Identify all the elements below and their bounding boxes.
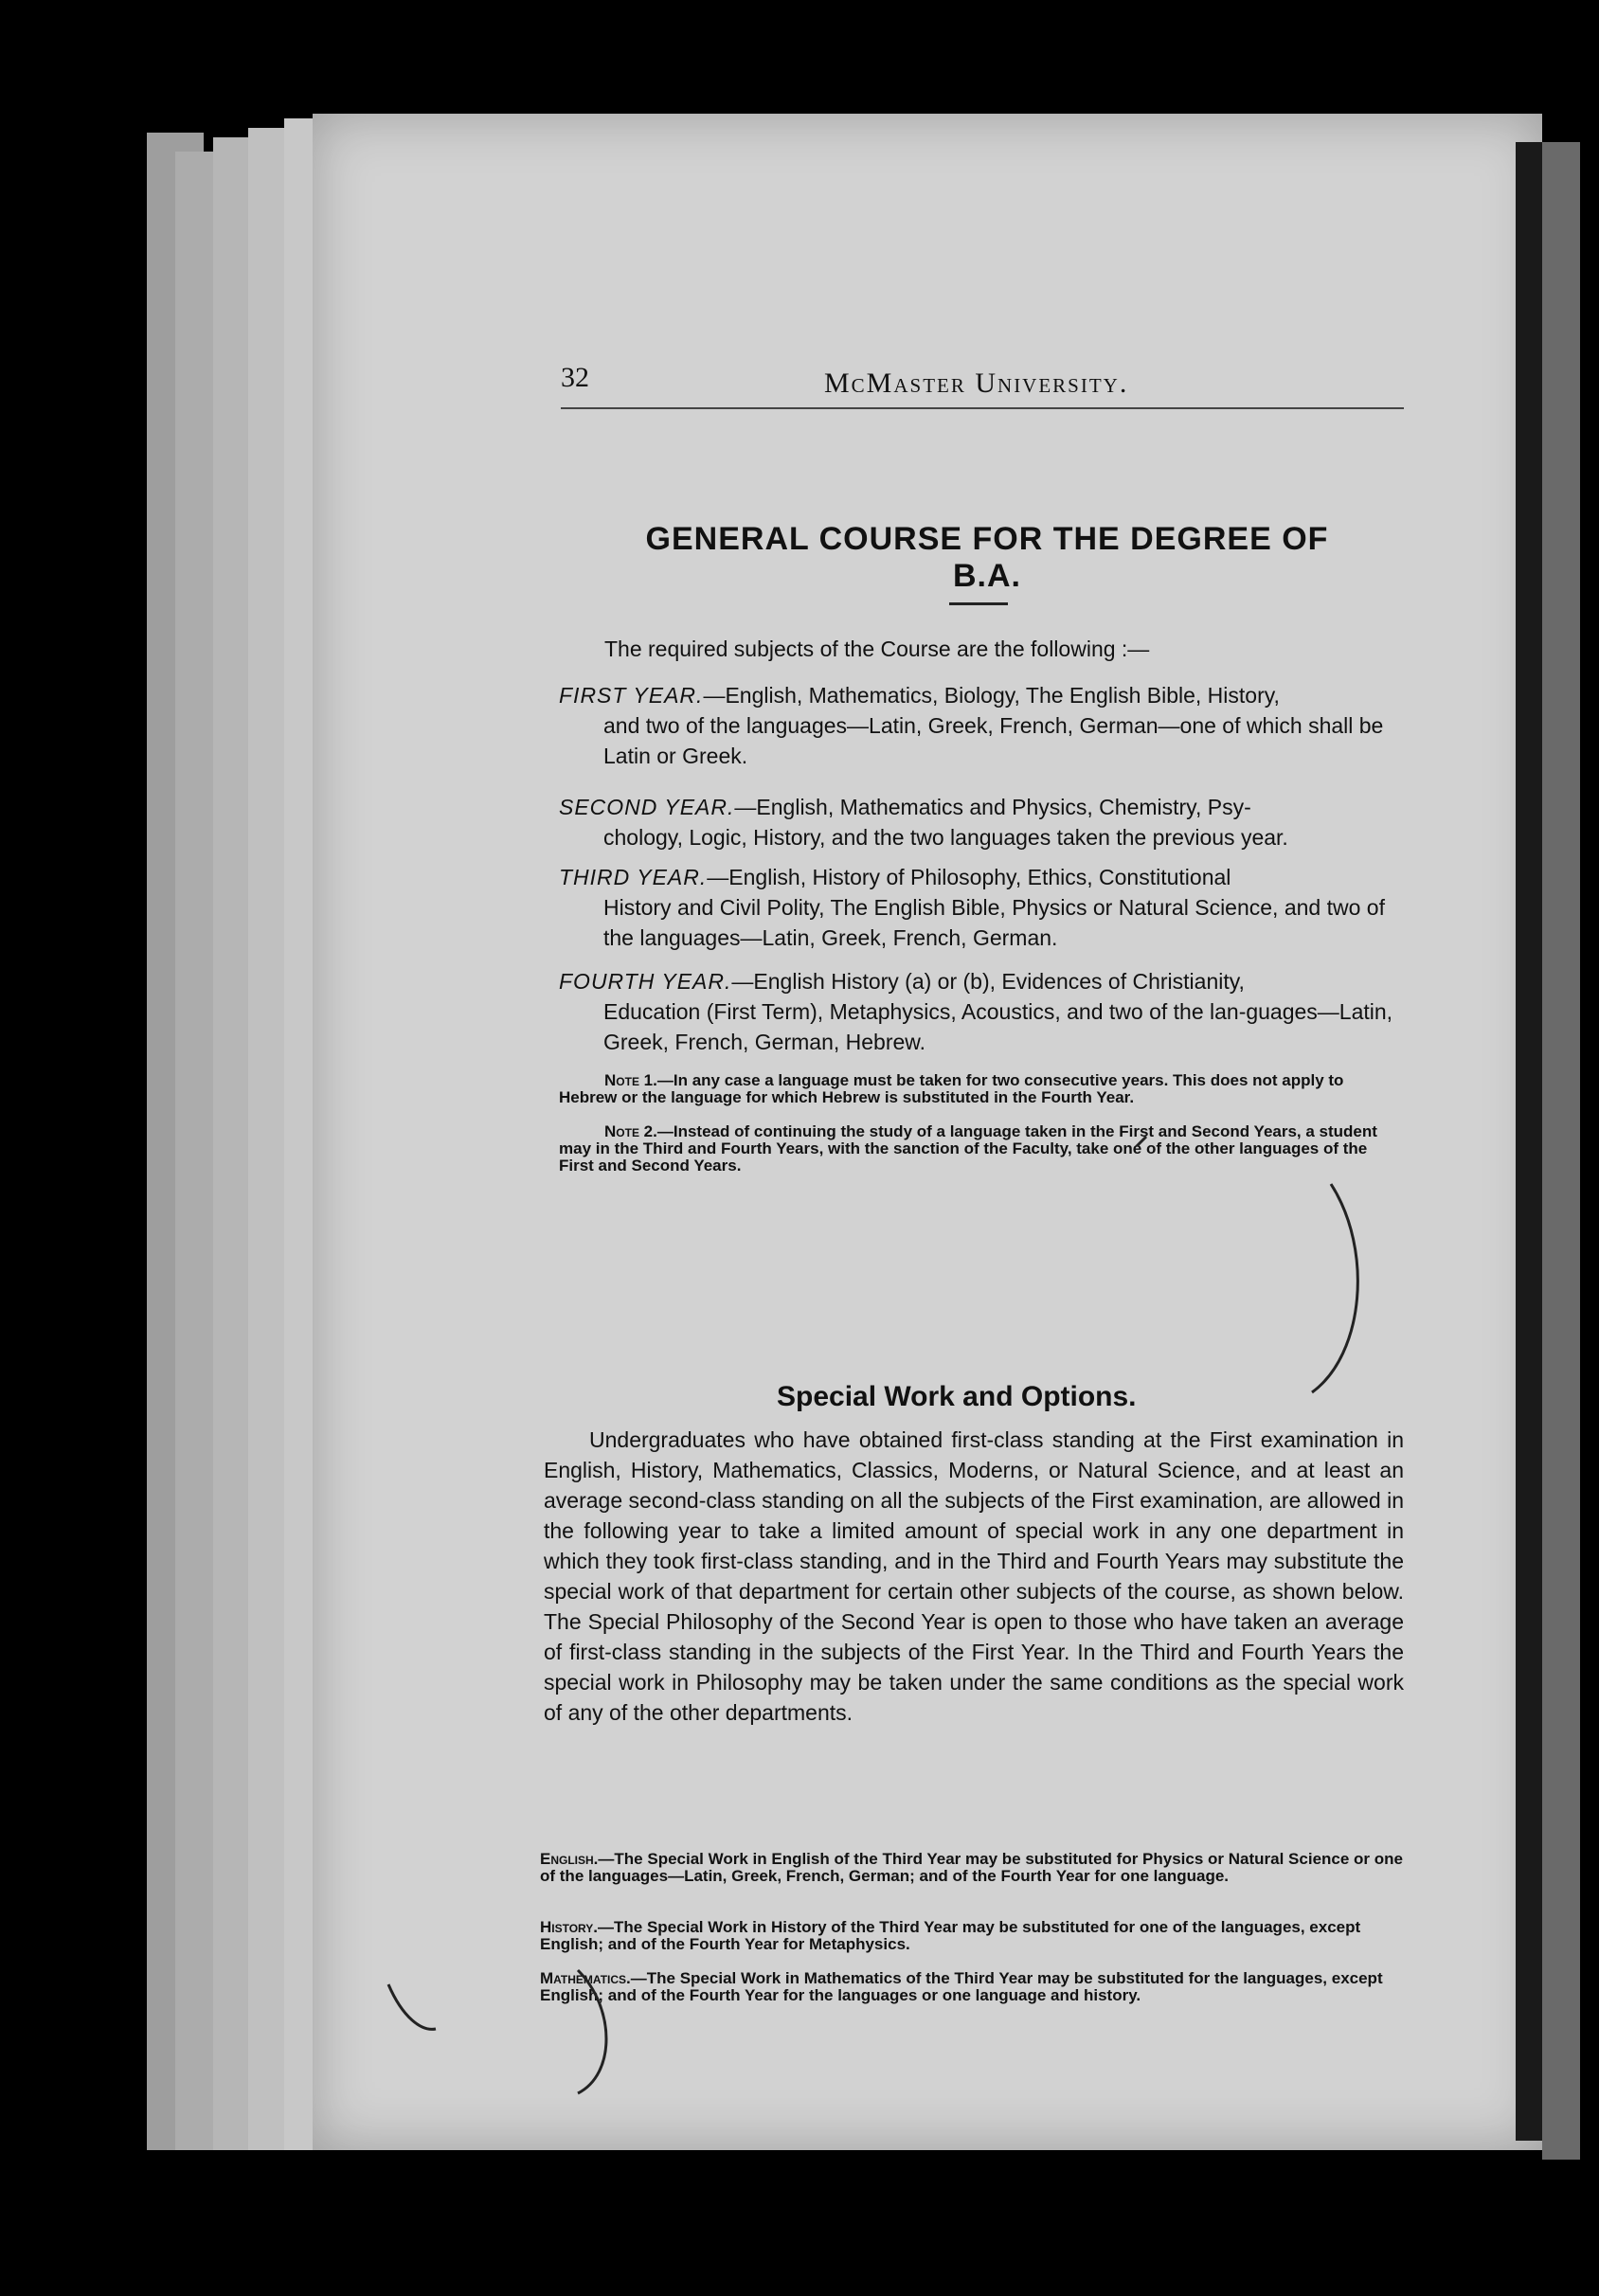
year-first-line: —English, Mathematics, Biology, The English Bible, History, — [703, 683, 1280, 708]
year-continuation: Education (First Term), Metaphysics, Acoustics, and two of the lan-guages—Latin, Greek, French, German, Hebrew. — [603, 999, 1393, 1054]
book-page — [313, 114, 1542, 2150]
page-content — [313, 114, 1542, 2150]
gutter-shadow — [1516, 142, 1542, 2141]
option-label: Mathematics. — [540, 1969, 631, 1987]
page-title: GENERAL COURSE FOR THE DEGREE OF B.A. — [645, 521, 1329, 594]
running-head: McMaster University. — [824, 368, 1129, 399]
option-label: History. — [540, 1918, 599, 1936]
year-first-line: —English, Mathematics and Physics, Chemistry, Psy- — [734, 795, 1251, 819]
option-label: English. — [540, 1850, 599, 1868]
note-label: Note 1. — [604, 1071, 657, 1089]
pencil-bracket-mark — [1312, 1184, 1357, 1392]
year-continuation: and two of the languages—Latin, Greek, French, German—one of which shall be Latin or Greek. — [603, 713, 1384, 768]
year-continuation: History and Civil Polity, The English Bible, Physics or Natural Science, and two of the languages—Latin, Greek, French, German. — [603, 895, 1385, 950]
option-text: —The Special Work in English of the Third Year may be substituted for Physics or Natural Science or one of the languages—Latin, Greek, French, German; and of the Fourth Year for one language. — [540, 1850, 1403, 1885]
section-title: Special Work and Options. — [777, 1381, 1137, 1412]
year-label: FIRST YEAR. — [559, 683, 704, 708]
note-text: —Instead of continuing the study of a language taken in the First and Second Years, a student may in the Third and Fourth Years, with the sanction of the Faculty, take one of the other languages of the First and Second Years. — [559, 1122, 1377, 1175]
option-text: —The Special Work in History of the Third Year may be substituted for one of the languages, except English; and of the Fourth Year for Metaphysics. — [540, 1918, 1361, 1953]
note-text: —In any case a language must be taken for two consecutive years. This does not apply to Hebrew or the language for which Hebrew is substituted in the Fourth Year. — [559, 1071, 1344, 1106]
facing-page-edge — [1542, 142, 1580, 2160]
year-continuation: chology, Logic, History, and the two languages taken the previous year. — [603, 825, 1288, 850]
pencil-marks — [313, 114, 1542, 2150]
pencil-curve-mark — [388, 1984, 436, 2029]
special-work-paragraph: Undergraduates who have obtained first-class standing at the First examination in English, History, Mathematics, Classics, Moderns, or Natural Science, and at least an average second-class standing on all the subjects of the First examination, are allowed in the following year to take a limited amount of special work in any one department in which they took first-class standing, and in the Third and Fourth Years may substitute the special work of that department for certain other subjects of the course, as shown below. The Special Philosophy of the Second Year is open to those who have taken an average of first-class standing in the subjects of the First Year. In the Third and Fourth Years the special work in Philosophy may be taken under the same conditions as the special work of any of the other departments. — [544, 1427, 1404, 1725]
note-label: Note 2. — [604, 1122, 657, 1140]
year-label: SECOND YEAR. — [559, 795, 735, 819]
year-label: FOURTH YEAR. — [559, 969, 732, 994]
year-first-line: —English, History of Philosophy, Ethics, Constitutional — [707, 865, 1231, 889]
year-first-line: —English History (a) or (b), Evidences of Christianity, — [731, 969, 1245, 994]
pencil-bracket-mark — [578, 1970, 606, 2093]
year-label: THIRD YEAR. — [559, 865, 708, 889]
page-number: 32 — [561, 362, 589, 393]
intro-text: The required subjects of the Course are the following :— — [604, 637, 1150, 661]
option-text: —The Special Work in Mathematics of the Third Year may be substituted for the languages, except English; and of the Fourth Year for the languages or one language and history. — [540, 1969, 1383, 2004]
pencil-tick-mark — [1137, 1137, 1146, 1146]
